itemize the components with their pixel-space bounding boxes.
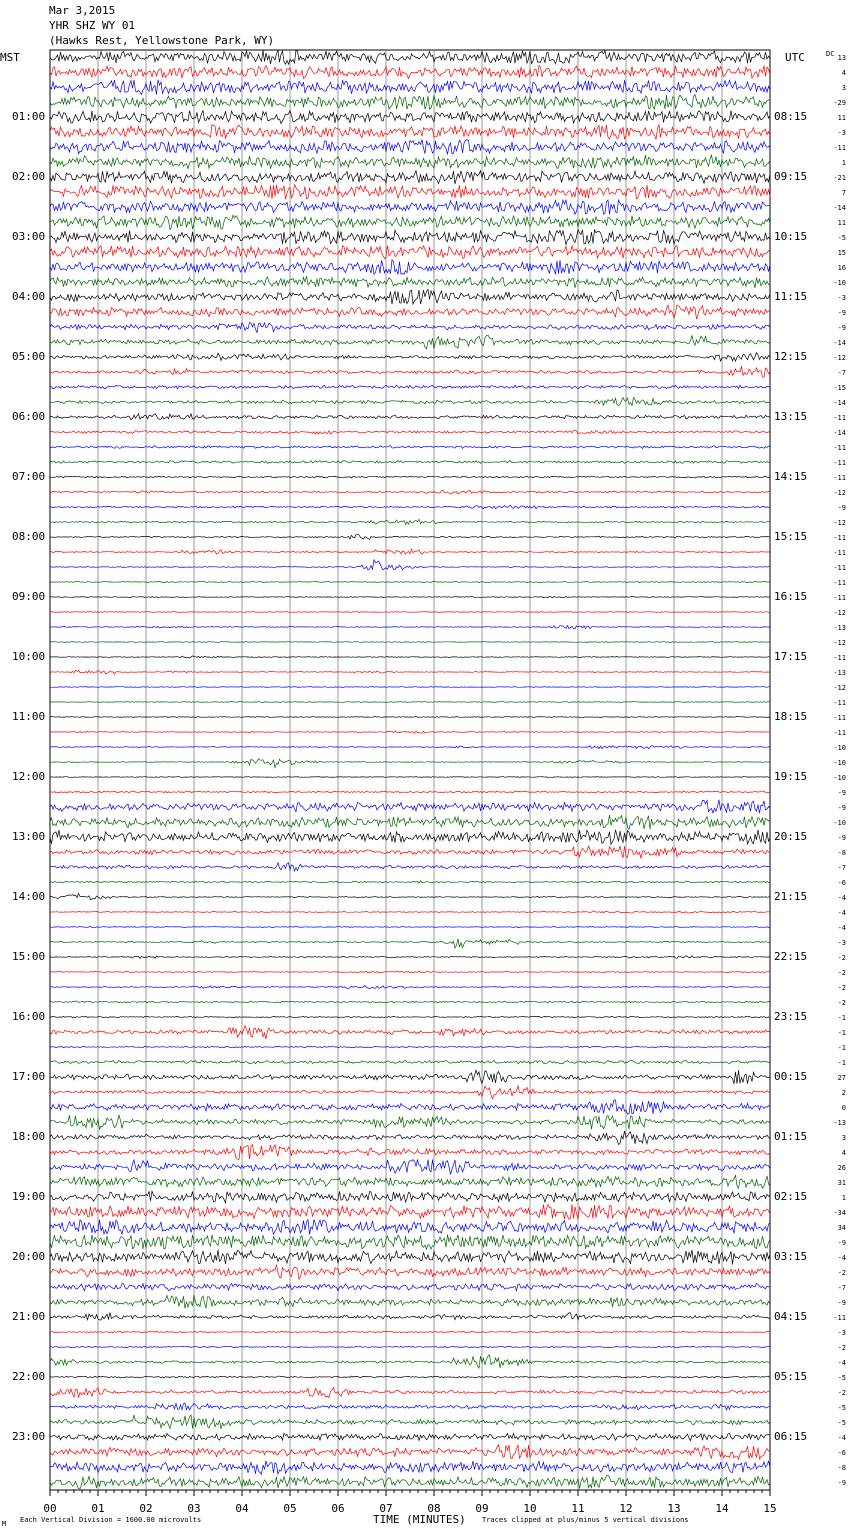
trace-row (50, 1388, 770, 1398)
right-hour-label: 06:15 (774, 1430, 808, 1443)
dc-offset-label: -10 (833, 774, 846, 782)
dc-offset-label: -11 (833, 729, 846, 737)
trace-row (50, 830, 770, 844)
dc-offset-label: -7 (837, 864, 846, 872)
trace-row (50, 863, 770, 871)
trace-row (50, 1070, 770, 1084)
trace-row (50, 476, 770, 478)
trace-row (50, 260, 770, 275)
trace-row (50, 1131, 770, 1144)
trace-row (50, 230, 770, 245)
trace-row (50, 1355, 770, 1368)
clip-note: Traces clipped at plus/minus 5 vertical divisions (482, 1516, 689, 1524)
dc-offset-label: 0 (841, 1104, 846, 1112)
right-hour-label: 12:15 (774, 350, 808, 363)
trace-row (50, 1001, 770, 1003)
dc-offset-label: -12 (833, 609, 846, 617)
dc-offset-label: -3 (837, 294, 846, 302)
dc-offset-label: -9 (837, 324, 846, 332)
dc-offset-label: -10 (833, 744, 846, 752)
left-hour-label: 23:00 (12, 1430, 46, 1443)
trace-row (50, 846, 770, 859)
trace-row (50, 731, 770, 734)
dc-offset-label: 26 (837, 1164, 846, 1172)
dc-offset-label: -4 (837, 924, 846, 932)
dc-offset-label: 16 (837, 264, 846, 272)
dc-offset-label: -7 (837, 369, 846, 377)
dc-offset-label: -14 (833, 339, 846, 347)
trace-row (50, 1295, 770, 1309)
left-hour-label: 09:00 (12, 590, 46, 603)
header-date: Mar 3,2015 (49, 4, 116, 17)
dc-offset-label: -4 (837, 894, 846, 902)
dc-offset-label: 34 (837, 1224, 846, 1232)
trace-row (50, 985, 770, 988)
left-hour-label: 07:00 (12, 470, 46, 483)
trace-row (50, 171, 770, 184)
right-hour-label: 10:15 (774, 230, 808, 243)
trace-row (50, 185, 770, 199)
trace-row (50, 335, 770, 349)
right-hour-label: 18:15 (774, 710, 808, 723)
right-hour-label: 15:15 (774, 530, 808, 543)
dc-offset-label: -7 (837, 1284, 846, 1292)
dc-offset-label: -2 (837, 999, 846, 1007)
left-hour-label: 19:00 (12, 1190, 46, 1203)
right-hour-label: 02:15 (774, 1190, 808, 1203)
dc-offset-label: -11 (833, 594, 846, 602)
trace-row (50, 246, 770, 259)
trace-row (50, 939, 770, 948)
right-hour-label: 03:15 (774, 1250, 808, 1263)
right-hour-label: 11:15 (774, 290, 808, 303)
dc-offset-label: -11 (833, 579, 846, 587)
dc-offset-label: -15 (833, 384, 846, 392)
trace-row (50, 1461, 770, 1474)
x-tick-label: 02 (139, 1502, 153, 1515)
trace-row (50, 490, 770, 494)
dc-offset-label: -29 (833, 99, 846, 107)
trace-row (50, 1086, 770, 1099)
dc-offset-label: -1 (837, 1029, 846, 1037)
trace-row (50, 1046, 770, 1047)
trace-row (50, 1220, 770, 1235)
right-hour-label: 16:15 (774, 590, 808, 603)
dc-offset-label: -12 (833, 489, 846, 497)
right-hour-label: 04:15 (774, 1310, 808, 1323)
trace-row (50, 702, 770, 703)
trace-row (50, 596, 770, 598)
dc-offset-label: 11 (837, 114, 846, 122)
dc-offset-label: -5 (837, 1419, 846, 1427)
dc-offset-label: -9 (837, 1299, 846, 1307)
right-hour-label: 23:15 (774, 1010, 808, 1023)
left-hour-label: 21:00 (12, 1310, 46, 1323)
dc-offset-label: -34 (833, 1209, 846, 1217)
x-tick-label: 03 (187, 1502, 201, 1515)
left-hour-label: 03:00 (12, 230, 46, 243)
dc-offset-label: -9 (837, 834, 846, 842)
dc-offset-label: -5 (837, 1404, 846, 1412)
dc-offset-label: -1 (837, 1014, 846, 1022)
trace-row (50, 290, 770, 305)
trace-row (50, 461, 770, 464)
dc-offset-label: -13 (833, 1119, 846, 1127)
trace-row (50, 1026, 770, 1040)
trace-row (50, 1235, 770, 1250)
trace-row (50, 642, 770, 643)
dc-offset-label: -11 (833, 564, 846, 572)
trace-row (50, 1283, 770, 1290)
dc-offset-label: 11 (837, 219, 846, 227)
x-tick-label: 07 (379, 1502, 393, 1515)
dc-offset-label: -10 (833, 819, 846, 827)
trace-row (50, 881, 770, 884)
dc-offset-label: -11 (833, 699, 846, 707)
dc-offset-label: -11 (833, 414, 846, 422)
right-hour-label: 17:15 (774, 650, 808, 663)
trace-row (50, 560, 770, 570)
trace-row (50, 398, 770, 406)
left-hour-label: 01:00 (12, 110, 46, 123)
x-tick-label: 12 (619, 1502, 633, 1515)
x-tick-label: 11 (571, 1502, 585, 1515)
right-hour-label: 21:15 (774, 890, 808, 903)
dc-offset-label: -2 (837, 1344, 846, 1352)
dc-offset-label: -11 (833, 654, 846, 662)
dc-offset-label: -11 (833, 1314, 846, 1322)
trace-row (50, 815, 770, 830)
trace-row (50, 1205, 770, 1220)
trace-row (50, 956, 770, 959)
dc-offset-label: -9 (837, 1239, 846, 1247)
trace-row (50, 1433, 770, 1440)
x-tick-label: 13 (667, 1502, 681, 1515)
trace-row (50, 777, 770, 778)
header-station: YHR SHZ WY 01 (49, 19, 136, 32)
trace-row (50, 971, 770, 973)
dc-offset-label: -3 (837, 1329, 846, 1337)
trace-row (50, 215, 770, 229)
left-hour-label: 08:00 (12, 530, 46, 543)
trace-row (50, 893, 770, 899)
dc-offset-label: -9 (837, 309, 846, 317)
trace-row (50, 1250, 770, 1265)
left-hour-label: 15:00 (12, 950, 46, 963)
left-hour-label: 16:00 (12, 1010, 46, 1023)
right-hour-label: 20:15 (774, 830, 808, 843)
trace-row (50, 50, 770, 64)
left-hour-label: 06:00 (12, 410, 46, 423)
dc-offset-label: -9 (837, 504, 846, 512)
dc-offset-label: -12 (833, 354, 846, 362)
right-hour-label: 00:15 (774, 1070, 808, 1083)
dc-offset-label: 15 (837, 249, 846, 257)
dc-offset-label: 3 (841, 84, 846, 92)
trace-row (50, 534, 770, 539)
x-tick-label: 04 (235, 1502, 249, 1515)
left-hour-label: 04:00 (12, 290, 46, 303)
left-hour-label: 22:00 (12, 1370, 46, 1383)
right-hour-label: 19:15 (774, 770, 808, 783)
x-tick-label: 09 (475, 1502, 489, 1515)
dc-offset-label: -4 (837, 1434, 846, 1442)
dc-offset-label: -3 (837, 129, 846, 137)
x-tick-label: 00 (43, 1502, 57, 1515)
dc-offset-label: -4 (837, 1254, 846, 1262)
dc-offset-label: -1 (837, 1044, 846, 1052)
right-hour-label: 13:15 (774, 410, 808, 423)
trace-row (50, 385, 770, 389)
dc-offset-label: -9 (837, 1479, 846, 1487)
left-hour-label: 05:00 (12, 350, 46, 363)
dc-offset-label: -11 (833, 474, 846, 482)
trace-row (50, 656, 770, 658)
trace-row (50, 276, 770, 288)
left-hour-label: 10:00 (12, 650, 46, 663)
dc-offset-label: -14 (833, 429, 846, 437)
dc-offset-label: -2 (837, 969, 846, 977)
dc-offset-label: 7 (841, 189, 846, 197)
trace-row (50, 414, 770, 420)
dc-offset-label: -14 (833, 399, 846, 407)
trace-row (50, 125, 770, 140)
trace-row (50, 1346, 770, 1347)
dc-offset-label: 27 (837, 1074, 846, 1082)
dc-offset-label: -12 (833, 519, 846, 527)
trace-row (50, 1145, 770, 1160)
trace-row (50, 353, 770, 361)
scale-note: Each Vertical Division = 1600.00 microvolts (20, 1516, 202, 1524)
trace-row (50, 581, 770, 582)
trace-row (50, 549, 770, 554)
trace-row (50, 1160, 770, 1175)
right-hour-label: 09:15 (774, 170, 808, 183)
dc-offset-label: -11 (833, 714, 846, 722)
dc-offset-label: -4 (837, 909, 846, 917)
left-hour-label: 18:00 (12, 1130, 46, 1143)
x-tick-label: 05 (283, 1502, 297, 1515)
x-axis-title: TIME (MINUTES) (373, 1513, 466, 1526)
trace-row (50, 1191, 770, 1203)
dc-offset-label: -2 (837, 1389, 846, 1397)
dc-offset-label: -5 (837, 234, 846, 242)
dc-offset-label: -3 (837, 939, 846, 947)
left-hour-label: 12:00 (12, 770, 46, 783)
dc-offset-label: -11 (833, 444, 846, 452)
trace-row (50, 505, 770, 509)
trace-row (50, 746, 770, 749)
dc-offset-label: -2 (837, 1269, 846, 1277)
dc-offset-label: 13 (837, 54, 846, 62)
x-tick-label: 01 (91, 1502, 105, 1515)
trace-row (50, 717, 770, 718)
dc-offset-label: -6 (837, 879, 846, 887)
x-tick-label: 14 (715, 1502, 729, 1515)
right-hour-label: 22:15 (774, 950, 808, 963)
dc-offset-label: -6 (837, 1449, 846, 1457)
dc-offset-label: 4 (841, 1149, 846, 1157)
trace-row (50, 1060, 770, 1064)
dc-offset-label: -9 (837, 804, 846, 812)
trace-row (50, 1313, 770, 1321)
trace-row (50, 1016, 770, 1018)
trace-row (50, 95, 770, 110)
dc-offset-label: -9 (837, 789, 846, 797)
dc-offset-label: -10 (833, 279, 846, 287)
trace-row (50, 1331, 770, 1333)
dc-offset-label: 3 (841, 1134, 846, 1142)
trace-row (50, 1115, 770, 1129)
right-hour-label: 14:15 (774, 470, 808, 483)
dc-offset-label: -8 (837, 1464, 846, 1472)
trace-row (50, 626, 770, 629)
trace-row (50, 80, 770, 95)
trace-row (50, 323, 770, 333)
header-location: (Hawks Rest, Yellowstone Park, WY) (49, 34, 275, 47)
trace-row (50, 1415, 770, 1429)
trace-row (50, 791, 770, 793)
dc-offset-label: 4 (841, 69, 846, 77)
left-hour-label: 20:00 (12, 1250, 46, 1263)
x-tick-label: 06 (331, 1502, 345, 1515)
trace-row (50, 612, 770, 613)
dc-offset-label: -8 (837, 849, 846, 857)
dc-offset-label: -4 (837, 1359, 846, 1367)
dc-offset-label: -12 (833, 684, 846, 692)
trace-row (50, 519, 770, 524)
dc-offset-label: -10 (833, 759, 846, 767)
dc-offset-label: -11 (833, 459, 846, 467)
dc-offset-label: 31 (837, 1179, 846, 1187)
dc-offset-label: 1 (841, 1194, 846, 1202)
trace-row (50, 200, 770, 215)
dc-offset-label: -2 (837, 984, 846, 992)
left-hour-label: 14:00 (12, 890, 46, 903)
x-tick-label: 08 (427, 1502, 441, 1515)
trace-row (50, 1403, 770, 1410)
dc-offset-label: -1 (837, 1059, 846, 1067)
dc-offset-label: 2 (841, 1089, 846, 1097)
trace-row (50, 687, 770, 688)
trace-row (50, 1100, 770, 1114)
dc-header: DC (826, 50, 835, 58)
trace-row (50, 1265, 770, 1280)
trace-row (50, 670, 770, 674)
trace-row (50, 140, 770, 155)
dc-offset-label: -13 (833, 624, 846, 632)
left-hour-label: 11:00 (12, 710, 46, 723)
corner-mark: M (2, 1520, 7, 1528)
trace-row (50, 1376, 770, 1378)
trace-row (50, 759, 770, 768)
right-axis-label: UTC (785, 51, 805, 64)
plot-frame (50, 50, 770, 1490)
trace-row (50, 66, 770, 79)
trace-row (50, 911, 770, 913)
x-tick-label: 15 (763, 1502, 777, 1515)
trace-row (50, 305, 770, 319)
left-hour-label: 13:00 (12, 830, 46, 843)
trace-row (50, 430, 770, 434)
dc-offset-label: -12 (833, 639, 846, 647)
dc-offset-label: -11 (833, 144, 846, 152)
trace-row (50, 446, 770, 449)
x-tick-label: 10 (523, 1502, 537, 1515)
right-hour-label: 08:15 (774, 110, 808, 123)
trace-row (50, 800, 770, 813)
dc-offset-label: -14 (833, 204, 846, 212)
dc-offset-label: -2 (837, 954, 846, 962)
trace-row (50, 926, 770, 927)
trace-row (50, 111, 770, 124)
trace-row (50, 1475, 770, 1489)
trace-row (50, 155, 770, 169)
dc-offset-label: -13 (833, 669, 846, 677)
trace-row (50, 1445, 770, 1460)
left-hour-label: 17:00 (12, 1070, 46, 1083)
trace-row (50, 366, 770, 377)
left-axis-label: MST (0, 51, 20, 64)
trace-row (50, 1175, 770, 1188)
right-hour-label: 05:15 (774, 1370, 808, 1383)
right-hour-label: 01:15 (774, 1130, 808, 1143)
dc-offset-label: -11 (833, 549, 846, 557)
left-hour-label: 02:00 (12, 170, 46, 183)
dc-offset-label: -11 (833, 534, 846, 542)
dc-offset-label: -5 (837, 1374, 846, 1382)
dc-offset-label: 1 (841, 159, 846, 167)
dc-offset-label: -21 (833, 174, 846, 182)
